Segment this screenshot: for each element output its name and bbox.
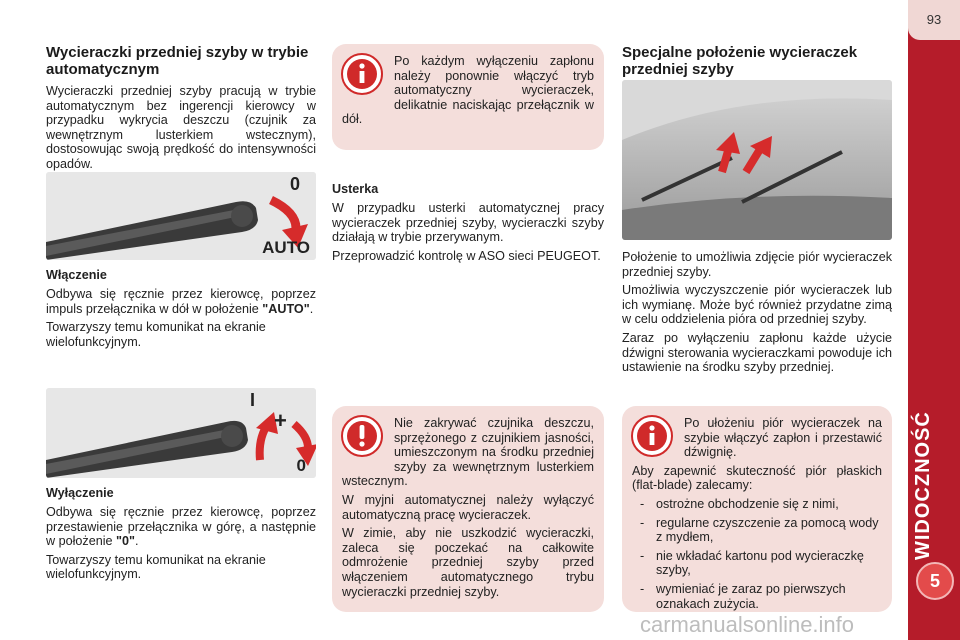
position-label-zero: 0 [289,174,300,194]
enable-paragraph [46,287,316,316]
chapter-number-badge: 5 [916,562,954,600]
wiper-lift-icon [622,80,892,240]
info-box-ignition [332,44,604,150]
warning-text-3: W zimie, aby nie uszkodzić wycieraczki, zaleca się poczekać na całkowite odmrożenie przedniej szyby przed włączeniem automatycznego trybu wycieraczki przedniej szyby. [342,526,594,599]
disable-text-end: . [134,534,139,549]
list-item: - ostrożne obchodzenie się z nimi, [632,497,882,512]
enable-note: Towarzyszy temu komunikat na ekranie wielofunkcyjnym. [46,320,266,349]
stalk-illustration-off [46,388,316,478]
enable-text: Odbywa się ręcznie przez kierowcę, poprzez impuls przełącznika w dół w położenie [46,287,316,316]
enable-position-auto: "AUTO" [262,301,310,316]
fault-paragraph: W przypadku usterki automatycznej pracy wycieraczek przedniej szyby, wycieraczki szyby działają w trybie przerywanym. [332,201,604,245]
fault-paragraph-aso: Przeprowadzić kontrolę w ASO sieci PEUGEOT. [332,248,601,263]
disable-paragraph [46,505,316,549]
warning-text-1: Nie zakrywać czujnika deszczu, sprzężonego z czujnikiem jasności, umieszczonym na środku przedniej szyby za wewnętrznym lusterkiem wstecznym. [342,416,594,489]
disable-note: Towarzyszy temu komunikat na ekranie wielofunkcyjnym. [46,552,266,582]
position-label-zero-off: 0 [296,456,306,475]
disable-position-zero: "0" [116,534,135,549]
info-box-ignition-text: Po każdym wyłączeniu zapłonu należy ponownie włączyć tryb automatyczny wycieraczek, delikatnie naciskając przełącznik w dół. [342,54,594,127]
special-paragraph-3: Zaraz po wyłączeniu zapłonu każde użycie dźwigni sterowania wycieraczkami powoduje ich ustawienie na środku szyby przedniej. [622,330,892,375]
blades-advice-list [632,497,882,611]
list-item: - wymieniać je zaraz po pierwszych oznakach zużycia. [632,582,882,611]
info-icon [340,52,384,96]
list-item: - regularne czyszczenie za pomocą wody z mydłem, [632,516,882,545]
section-disable [46,486,316,586]
section-heading-special-position: Specjalne położenie wycieraczek przedniej szyby [622,44,858,78]
plus-icon: + [274,408,287,433]
position-label-auto: AUTO [262,238,310,257]
list-item: - nie wkładać kartonu pod wycieraczkę szyby, [632,549,882,578]
section-enable [46,268,316,353]
enable-text-end: . [309,301,314,316]
special-paragraph-1: Położenie to umożliwia zdjęcie piór wycieraczek przedniej szyby. [622,250,892,279]
warning-box-sensor [332,406,604,612]
section-title-enable: Włączenie [46,268,107,282]
section-fault [332,182,604,267]
stalk-illustration-auto [46,172,316,260]
page-number: 93 [908,0,960,40]
section-title-disable: Wyłączenie [46,486,114,500]
blades-intro: Aby zapewnić skuteczność piór płaskich (flat-blade) zalecamy: [632,463,882,493]
info-box-blades [622,406,892,612]
position-label-one: I [250,390,256,410]
section-heading-auto-wipers: Wycieraczki przedniej szyby w trybie automatycznym [46,44,309,78]
chapter-title: WIDOCZNOŚĆ [912,411,934,560]
windscreen-illustration [622,80,892,240]
disable-text: Odbywa się ręcznie przez kierowcę, poprzez przestawienie przełącznika w górę, a następnie w położenie [46,505,316,549]
section-title-fault: Usterka [332,182,379,196]
warning-icon [340,414,384,458]
special-paragraph-2: Umożliwia wyczyszczenie piór wycieraczek lub ich wymianę. Może być również przydatne zimą w celu oddzielenia pióra od przedniej szyby. [622,283,892,327]
blades-lead: Po ułożeniu piór wycieraczek na szybie włączyć zapłon i przestawić dźwignię. [684,416,882,460]
special-position-text [622,250,892,379]
watermark: carmanualsonline.info [640,612,855,637]
warning-text-2: W myjni automatycznej należy wyłączyć automatyczną pracę wycieraczek. [342,492,594,522]
intro-paragraph: Wycieraczki przedniej szyby pracują w trybie automatycznym bez ingerencji kierowcy w przypadku wykrycia deszczu (czujnik za wewnętrznym lusterkiem wstecznym), dostosowując swoją prędkość do intensywności opadów. [46,84,316,171]
info-icon [630,414,674,458]
